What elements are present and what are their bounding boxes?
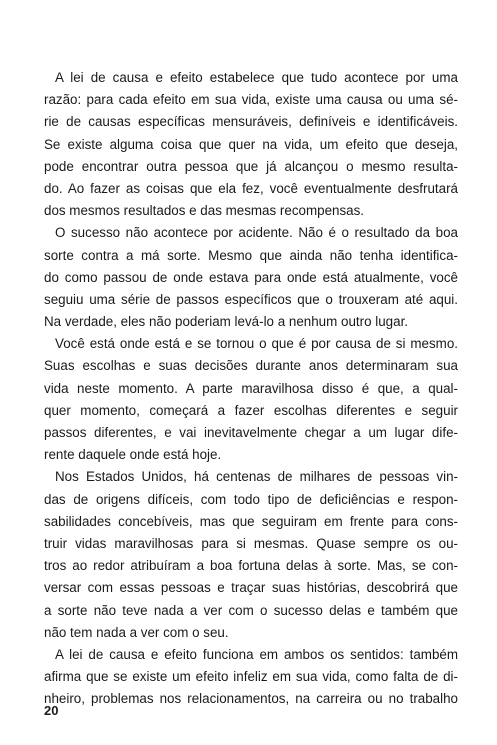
text-line: a sorte não teve nada a ver com o sucesso delas e também que bbox=[44, 602, 458, 618]
text-line: rente daquele onde está hoje. bbox=[44, 447, 222, 463]
paragraph bbox=[44, 67, 458, 222]
text-line: do como passou de onde estava para onde está atualmente, você bbox=[44, 269, 458, 285]
text-line: nheiro, problemas nos relacionamentos, na carreira ou no trabalho bbox=[44, 691, 458, 707]
text-line: vida neste momento. A parte maravilhosa disso é que, a qual- bbox=[44, 380, 458, 396]
paragraph bbox=[44, 222, 458, 333]
page-number: 20 bbox=[44, 703, 59, 718]
text-line: pode encontrar outra pessoa que já alcançou o mesmo resulta- bbox=[44, 158, 458, 174]
text-line: dos mesmos resultados e das mesmas recompensas. bbox=[44, 203, 365, 219]
text-line: versar com essas pessoas e traçar suas histórias, descobrirá que bbox=[44, 580, 458, 596]
text-line: Suas escolhas e suas decisões durante anos determinaram sua bbox=[44, 358, 458, 374]
text-line: sabilidades concebíveis, mas que seguiram em frente para cons- bbox=[44, 513, 458, 529]
paragraph bbox=[44, 466, 458, 644]
paragraph bbox=[44, 333, 458, 466]
text-line: sorte contra a má sorte. Mesmo que ainda não tenha identifica- bbox=[44, 247, 458, 263]
text-line: Você está onde está e se tornou o que é por causa de si mesmo. bbox=[55, 336, 458, 352]
text-line: das de origens difíceis, com todo tipo de deficiências e respon- bbox=[44, 491, 458, 507]
body-text bbox=[44, 67, 458, 710]
text-line: não tem nada a ver com o seu. bbox=[44, 624, 229, 640]
text-line: tros ao redor atribuíram a boa fortuna delas à sorte. Mas, se con- bbox=[44, 558, 458, 574]
text-line: Nos Estados Unidos, há centenas de milhares de pessoas vin- bbox=[55, 469, 458, 485]
text-line: Na verdade, eles não poderiam levá-lo a nenhum outro lugar. bbox=[44, 314, 409, 330]
text-line: razão: para cada efeito em sua vida, existe uma causa ou uma sé- bbox=[44, 92, 458, 108]
text-line: quer momento, começará a fazer escolhas diferentes e seguir bbox=[44, 402, 458, 418]
text-line: Se existe alguma coisa que quer na vida, um efeito que deseja, bbox=[44, 136, 458, 152]
text-line: seguiu uma série de passos específicos que o trouxeram até aqui. bbox=[44, 291, 458, 307]
text-line: A lei de causa e efeito estabelece que tudo acontece por uma bbox=[55, 70, 458, 85]
text-line: afirma que se existe um efeito infeliz em sua vida, como falta de di- bbox=[44, 669, 458, 685]
text-line: truir vidas maravilhosas para si mesmas. Quase sempre os ou- bbox=[44, 535, 458, 551]
text-line: do. Ao fazer as coisas que ela fez, você eventualmente desfrutará bbox=[44, 180, 458, 196]
paragraph bbox=[44, 644, 458, 711]
text-line: passos diferentes, e vai inevitavelmente chegar a um lugar dife- bbox=[44, 425, 458, 440]
text-line: O sucesso não acontece por acidente. Não é o resultado da boa bbox=[55, 225, 458, 241]
text-line: rie de causas específicas mensuráveis, definíveis e identificáveis. bbox=[44, 114, 458, 130]
text-line: A lei de causa e efeito funciona em ambos os sentidos: também bbox=[55, 646, 458, 662]
